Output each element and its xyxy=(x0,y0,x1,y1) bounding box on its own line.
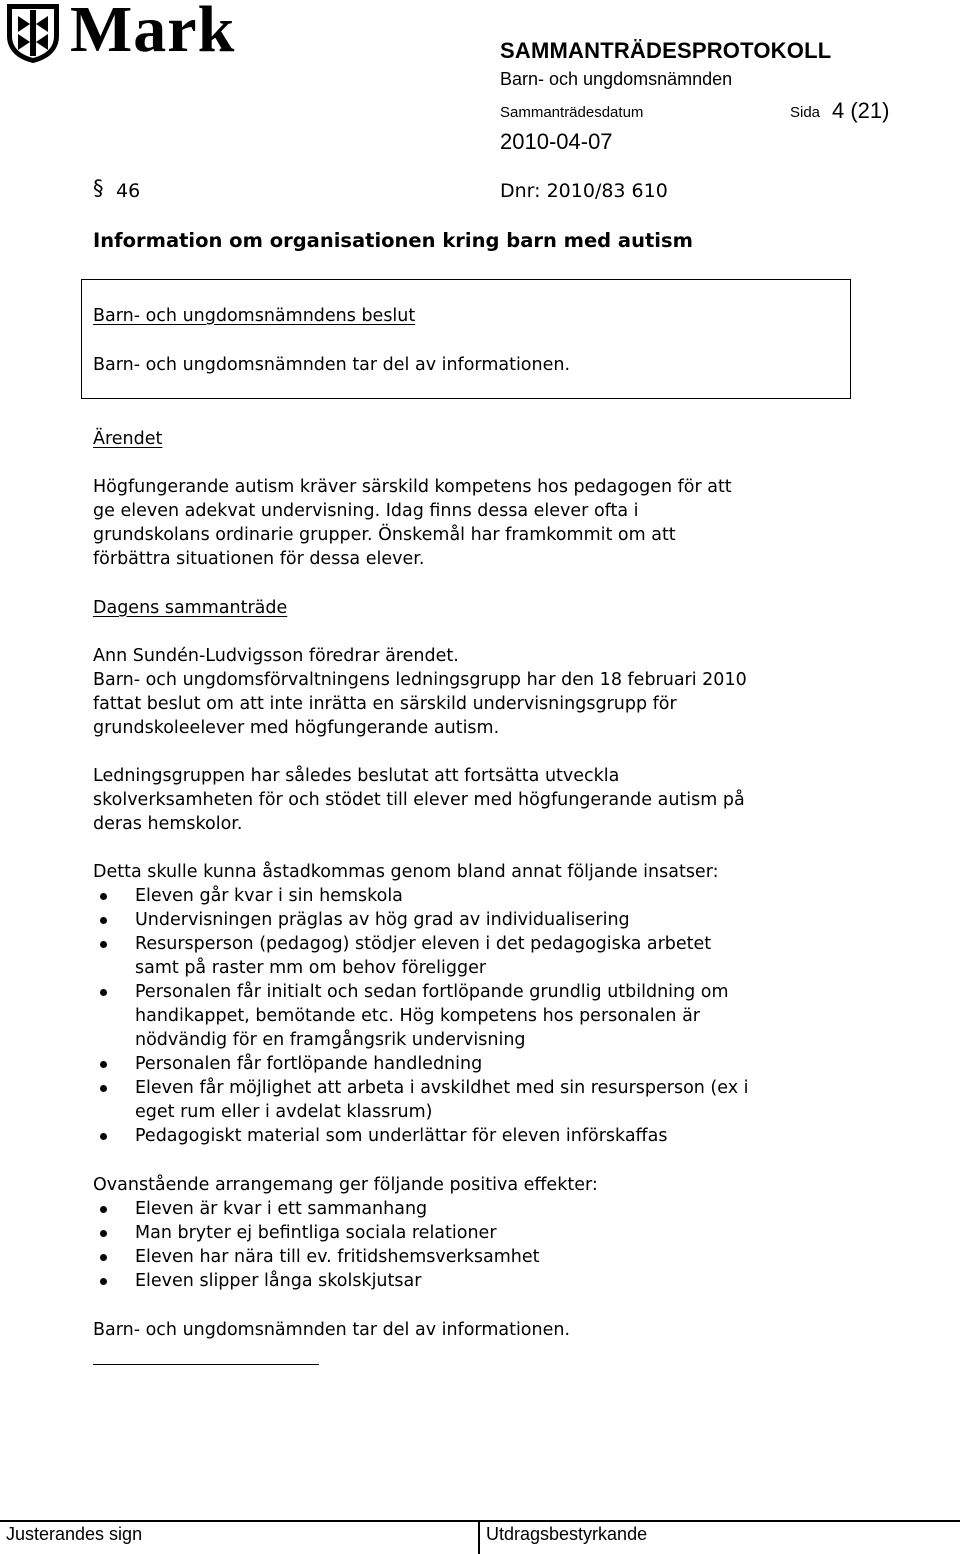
dagens-p1-line: fattat beslut om att inte inrätta en särskild undervisningsgrupp för xyxy=(93,694,677,714)
decision-title: Barn- och ungdomsnämndens beslut xyxy=(93,306,416,326)
paragraph-sign: § xyxy=(93,176,104,200)
effekter-list xyxy=(93,1197,539,1293)
utdragsbestyrkande-label: Utdragsbestyrkande xyxy=(486,1524,648,1544)
list-item: Personalen får fortlöpande handledning xyxy=(93,1052,749,1076)
page-number: 4 (21) xyxy=(832,98,890,123)
arendet-line: förbättra situationen för dessa elever. xyxy=(93,549,425,569)
insatser-list xyxy=(93,884,749,1148)
footer-rule xyxy=(0,1520,960,1522)
list-item: Personalen får initialt och sedan fortlöpande grundlig utbildning om handikappet, bemötande etc. Hög kompetens hos personalen är nödvändig för en framgångsrik undervisning xyxy=(93,980,749,1052)
section-heading: Information om organisationen kring barn med autism xyxy=(93,229,693,252)
bullet-icon xyxy=(100,1085,107,1092)
dagens-p1-line: Barn- och ungdomsförvaltningens ledningsgrupp har den 18 februari 2010 xyxy=(93,670,747,690)
diary-number: Dnr: 2010/83 610 xyxy=(500,180,668,202)
dagens-p1-line: Ann Sundén-Ludvigsson föredrar ärendet. xyxy=(93,646,459,666)
list-item: Eleven är kvar i ett sammanhang xyxy=(93,1197,539,1221)
municipality-logo xyxy=(4,0,240,66)
bullet-icon xyxy=(100,893,107,900)
logo-wordmark: Mark xyxy=(70,0,236,66)
committee-name: Barn- och ungdomsnämnden xyxy=(500,69,733,89)
document-type: SAMMANTRÄDESPROTOKOLL xyxy=(500,38,832,63)
list-item: Pedagogiskt material som underlättar för eleven införskaffas xyxy=(93,1124,749,1148)
dagens-p1-line: grundskoleelever med högfungerande autism. xyxy=(93,718,500,738)
bullet-icon xyxy=(100,1133,107,1140)
list-item: Eleven går kvar i sin hemskola xyxy=(93,884,749,908)
arendet-line: Högfungerande autism kräver särskild kompetens hos pedagogen för att xyxy=(93,477,732,497)
bullet-icon xyxy=(100,941,107,948)
paragraph-number: 46 xyxy=(116,180,141,202)
bullet-icon xyxy=(100,1230,107,1237)
dagens-title: Dagens sammanträde xyxy=(93,598,288,618)
dagens-p2-line: Ledningsgruppen har således beslutat att fortsätta utveckla xyxy=(93,766,620,786)
dagens-p2-line: deras hemskolor. xyxy=(93,814,243,834)
decision-box xyxy=(81,279,851,399)
decision-text: Barn- och ungdomsnämnden tar del av informationen. xyxy=(93,355,571,375)
bullet-icon xyxy=(100,917,107,924)
bullet-icon xyxy=(100,989,107,996)
insatser-intro: Detta skulle kunna åstadkommas genom bland annat följande insatser: xyxy=(93,862,719,882)
list-item: Resursperson (pedagog) stödjer eleven i det pedagogiska arbetet samt på raster mm om behov föreligger xyxy=(93,932,749,980)
justerandes-sign-label: Justerandes sign xyxy=(6,1524,143,1544)
footer-divider xyxy=(478,1520,480,1554)
list-item: Man bryter ej befintliga sociala relationer xyxy=(93,1221,539,1245)
effekter-intro: Ovanstående arrangemang ger följande positiva effekter: xyxy=(93,1175,598,1195)
arendet-line: grundskolans ordinarie grupper. Önskemål har framkommit om att xyxy=(93,525,676,545)
list-item: Eleven har nära till ev. fritidshemsverksamhet xyxy=(93,1245,539,1269)
coat-of-arms-icon xyxy=(4,2,62,64)
dagens-p2-line: skolverksamheten för och stödet till elever med högfungerande autism på xyxy=(93,790,745,810)
date-label: Sammanträdesdatum xyxy=(500,104,644,121)
bullet-icon xyxy=(100,1278,107,1285)
bullet-icon xyxy=(100,1206,107,1213)
arendet-line: ge eleven adekvat undervisning. Idag finns dessa elever ofta i xyxy=(93,501,639,521)
page-label: Sida xyxy=(790,104,821,121)
list-item: Eleven slipper långa skolskjutsar xyxy=(93,1269,539,1293)
section-end-line xyxy=(93,1364,319,1365)
bullet-icon xyxy=(100,1254,107,1261)
closing-text: Barn- och ungdomsnämnden tar del av informationen. xyxy=(93,1320,571,1340)
meeting-date: 2010-04-07 xyxy=(500,129,613,154)
list-item: Eleven får möjlighet att arbeta i avskildhet med sin resursperson (ex i eget rum eller i avdelat klassrum) xyxy=(93,1076,749,1124)
list-item: Undervisningen präglas av hög grad av individualisering xyxy=(93,908,749,932)
bullet-icon xyxy=(100,1061,107,1068)
arendet-title: Ärendet xyxy=(93,429,163,449)
